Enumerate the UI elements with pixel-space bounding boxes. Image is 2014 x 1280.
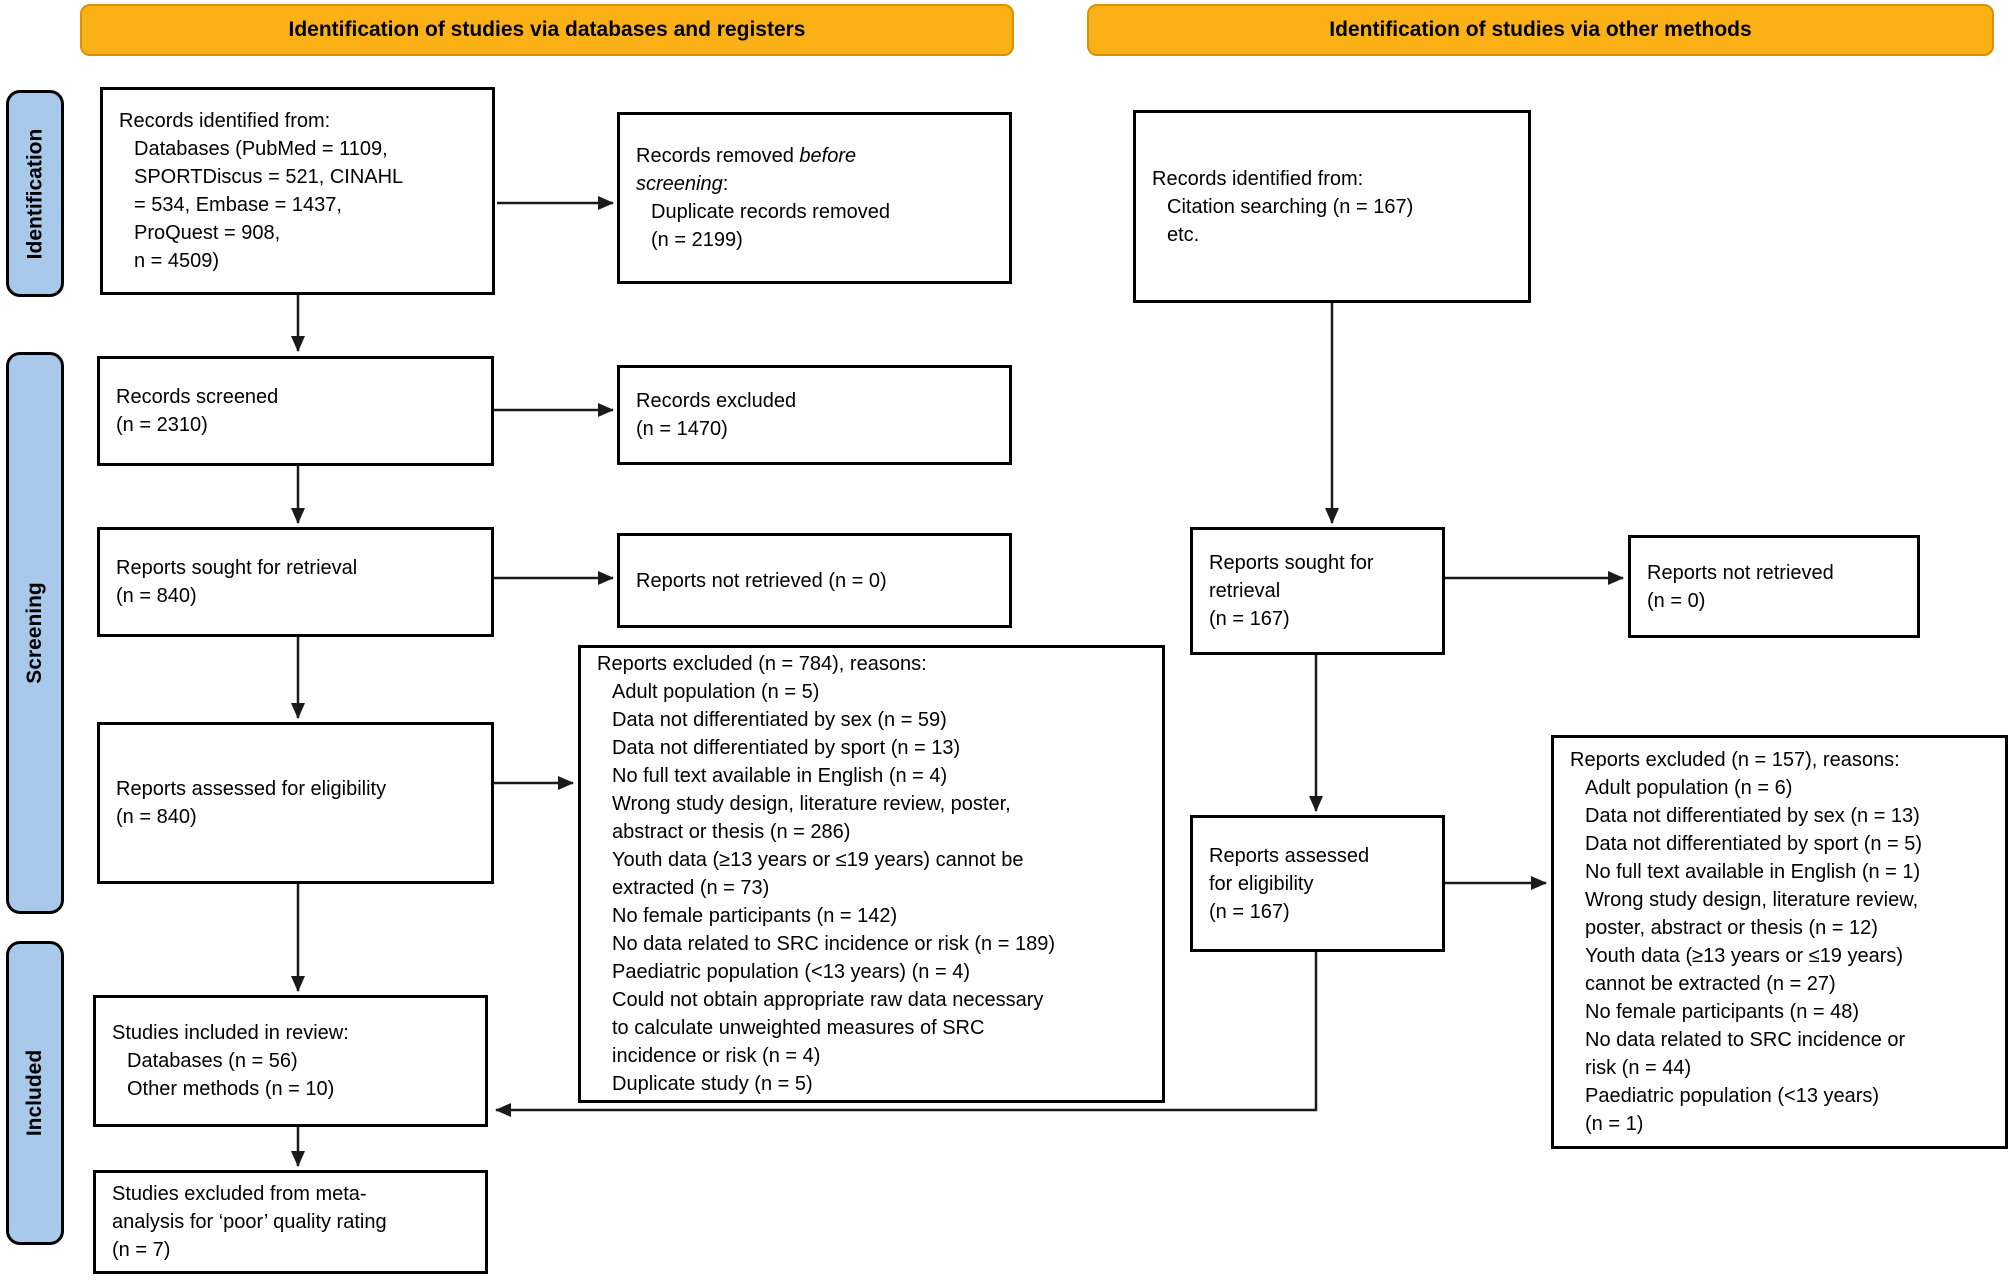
stage-identification [6, 90, 64, 297]
stage-identification-label: Identification [23, 128, 47, 259]
banner-databases-label: Identification of studies via databases and registers [288, 18, 806, 41]
stage-included [6, 941, 64, 1245]
box-reports-assessed-databases: Reports assessed for eligibility (n = 840) [97, 722, 494, 884]
box-records-screened: Records screened (n = 2310) [97, 356, 494, 466]
box-records-removed-before-screening: Records removed before screening: Duplicate records removed (n = 2199) [617, 112, 1012, 284]
box-reports-excluded-reasons-databases: Reports excluded (n = 784), reasons: Adult population (n = 5) Data not differentiated by sex (n = 59) Data not differentiated by sport (n = 13) No full text available in English (n = 4) Wrong study design, literature review, poster, abstract or thesis (n = 286) Youth data (≥13 years or ≤19 years) cannot be extracted (n = 73) No female participants (n = 142) No data related to SRC incidence or risk (n = 189) Paediatric population (<13 years) (n = 4) Could not obtain appropriate raw data necessary to calculate unweighted measures of SRC incidence or risk (n = 4) Duplicate study (n = 5) [578, 645, 1165, 1103]
banner-other-methods-label: Identification of studies via other methods [1329, 18, 1752, 41]
box-records-excluded: Records excluded (n = 1470) [617, 365, 1012, 465]
stage-screening-label: Screening [23, 582, 47, 684]
banner-other-methods [1087, 4, 1994, 56]
banner-databases-registers [80, 4, 1014, 56]
stage-included-label: Included [23, 1049, 46, 1137]
box-studies-included-review: Studies included in review: Databases (n = 56) Other methods (n = 10) [93, 995, 488, 1127]
stage-screening [6, 352, 64, 914]
box-reports-not-retrieved-other: Reports not retrieved (n = 0) [1628, 535, 1920, 638]
box-reports-sought-other: Reports sought for retrieval (n = 167) [1190, 527, 1445, 655]
box-records-identified-databases: Records identified from: Databases (PubMed = 1109, SPORTDiscus = 521, CINAHL = 534, Embase = 1437, ProQuest = 908, n = 4509) [100, 87, 495, 295]
box-reports-excluded-reasons-other: Reports excluded (n = 157), reasons: Adult population (n = 6) Data not differentiated by sex (n = 13) Data not differentiated by sport (n = 5) No full text available in English (n = 1) Wrong study design, literature review, poster, abstract or thesis (n = 12) Youth data (≥13 years or ≤19 years) cannot be extracted (n = 27) No female participants (n = 48) No data related to SRC incidence or risk (n = 44) Paediatric population (<13 years) (n = 1) [1551, 735, 2008, 1149]
box-reports-assessed-other: Reports assessed for eligibility (n = 167) [1190, 815, 1445, 952]
box-reports-not-retrieved-databases: Reports not retrieved (n = 0) [617, 533, 1012, 628]
box-records-identified-other: Records identified from: Citation searching (n = 167) etc. [1133, 110, 1531, 303]
box-reports-sought-databases: Reports sought for retrieval (n = 840) [97, 527, 494, 637]
box-studies-excluded-meta-analysis: Studies excluded from meta- analysis for ‘poor’ quality rating (n = 7) [93, 1170, 488, 1274]
